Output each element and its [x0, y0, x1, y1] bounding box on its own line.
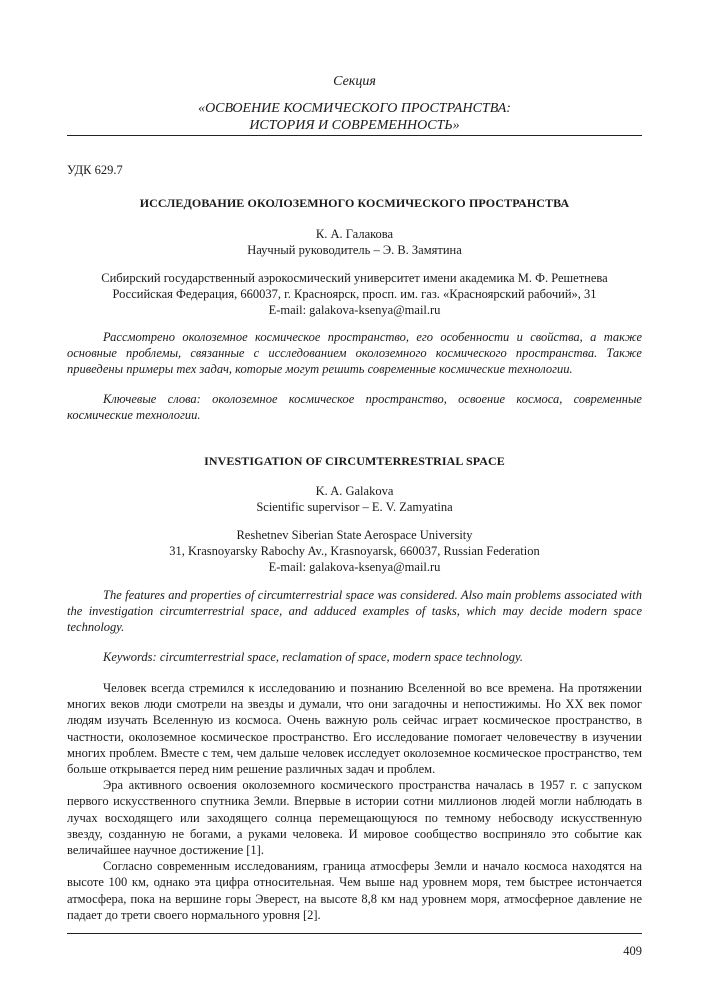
- ru-affiliation: Сибирский государственный аэрокосмический университет имени академика М. Ф. Решетнева: [101, 271, 608, 285]
- body-paragraph-1: Человек всегда стремился к исследованию и познанию Вселенной во все времена. На протяжении многих веков люди смотрели на звезды и думали, что они загадочны и непостижимы. Но XX век помог людям изучать Вселенную из космоса. Очень важную роль сейчас играет космическое пространство, в частности, околоземное космическое пространство. Его исследование помогает человечеству в изучении многих проблем. Вместе с тем, чем дальше человек исследует околоземное космическое пространство, тем больше открывается перед ним решение различных задач и проблем.: [67, 681, 642, 777]
- ru-abstract-block: [67, 329, 642, 378]
- ru-keywords: Ключевые слова: околоземное космическое пространство, освоение космоса, современные космические технологии.: [67, 392, 642, 423]
- body-paragraph-3: Согласно современным исследованиям, граница атмосферы Земли и начало космоса находятся на высоте 100 км, однако эта цифра относительная. Чем выше над уровнем моря, тем быстрее истончается атмосфера, пока на вершине горы Эверест, на высоте 8,8 км над уровнем моря, атмосферное давление не падает до трети своего нормального уровня [2].: [67, 859, 642, 922]
- section-title-line1: «ОСВОЕНИЕ КОСМИЧЕСКОГО ПРОСТРАНСТВА:: [198, 101, 511, 116]
- section-header: [67, 73, 642, 134]
- en-email: E-mail: galakova-ksenya@mail.ru: [268, 560, 441, 575]
- ru-authors: [67, 226, 642, 258]
- page-number: 409: [623, 944, 642, 958]
- ru-author: К. А. Галакова: [315, 227, 394, 241]
- section-title-line2: ИСТОРИЯ И СОВРЕМЕННОСТЬ»: [249, 118, 460, 133]
- ru-abstract: Рассмотрено околоземное космическое пространство, его особенности и свойства, а также основные проблемы, связанные с исследованием околоземного космического пространства. Также приведены примеры тех задач, которые могут решить современные космические технологии.: [67, 330, 642, 377]
- header-rule: [67, 135, 642, 136]
- en-abstract: The features and properties of circumterrestrial space was considered. Also main problems associated with the investigation circumterrestrial space, and adduced examples of tasks, which may decide modern space technology.: [67, 588, 642, 635]
- en-author: K. A. Galakova: [315, 484, 394, 498]
- udk-code: УДК 629.7: [67, 163, 123, 177]
- en-keywords: Keywords: circumterrestrial space, reclamation of space, modern space technology.: [103, 650, 523, 664]
- section-label: Секция: [333, 74, 376, 89]
- ru-email: E-mail: galakova-ksenya@mail.ru: [268, 303, 441, 318]
- ru-address: Российская Федерация, 660037, г. Красноярск, просп. им. газ. «Красноярский рабочий», 31: [112, 287, 597, 302]
- body-paragraph-2: Эра активного освоения околоземного космического пространства началась в 1957 г. с запуском первого искусственного спутника Земли. Впервые в истории сотни миллионов людей могли наблюдать в лучах восходящего или заходящего солнца перемещающуюся по темному небосводу искусственную звезду, созданную не богами, а руками человека. И мировое сообщество восприняло это событие как величайшее научное достижение [1].: [67, 778, 642, 858]
- en-title: INVESTIGATION OF CIRCUMTERRESTRIAL SPACE: [204, 454, 505, 468]
- en-affiliation-block: [67, 527, 642, 576]
- en-authors: [67, 483, 642, 515]
- en-abstract-block: [67, 587, 642, 636]
- en-keywords-block: [67, 649, 642, 665]
- ru-title: ИССЛЕДОВАНИЕ ОКОЛОЗЕМНОГО КОСМИЧЕСКОГО ПРОСТРАНСТВА: [139, 196, 570, 210]
- ru-keywords-block: [67, 391, 642, 423]
- ru-affiliation-block: [67, 270, 642, 319]
- body-text: [67, 680, 642, 923]
- ru-supervisor: Научный руководитель – Э. В. Замятина: [247, 243, 462, 258]
- footer-rule: [67, 933, 642, 934]
- en-affiliation: Reshetnev Siberian State Aerospace University: [236, 528, 473, 542]
- paper-page: [67, 0, 642, 1003]
- en-supervisor: Scientific supervisor – E. V. Zamyatina: [256, 500, 453, 515]
- en-address: 31, Krasnoyarsky Rabochy Av., Krasnoyarsk, 660037, Russian Federation: [169, 544, 540, 559]
